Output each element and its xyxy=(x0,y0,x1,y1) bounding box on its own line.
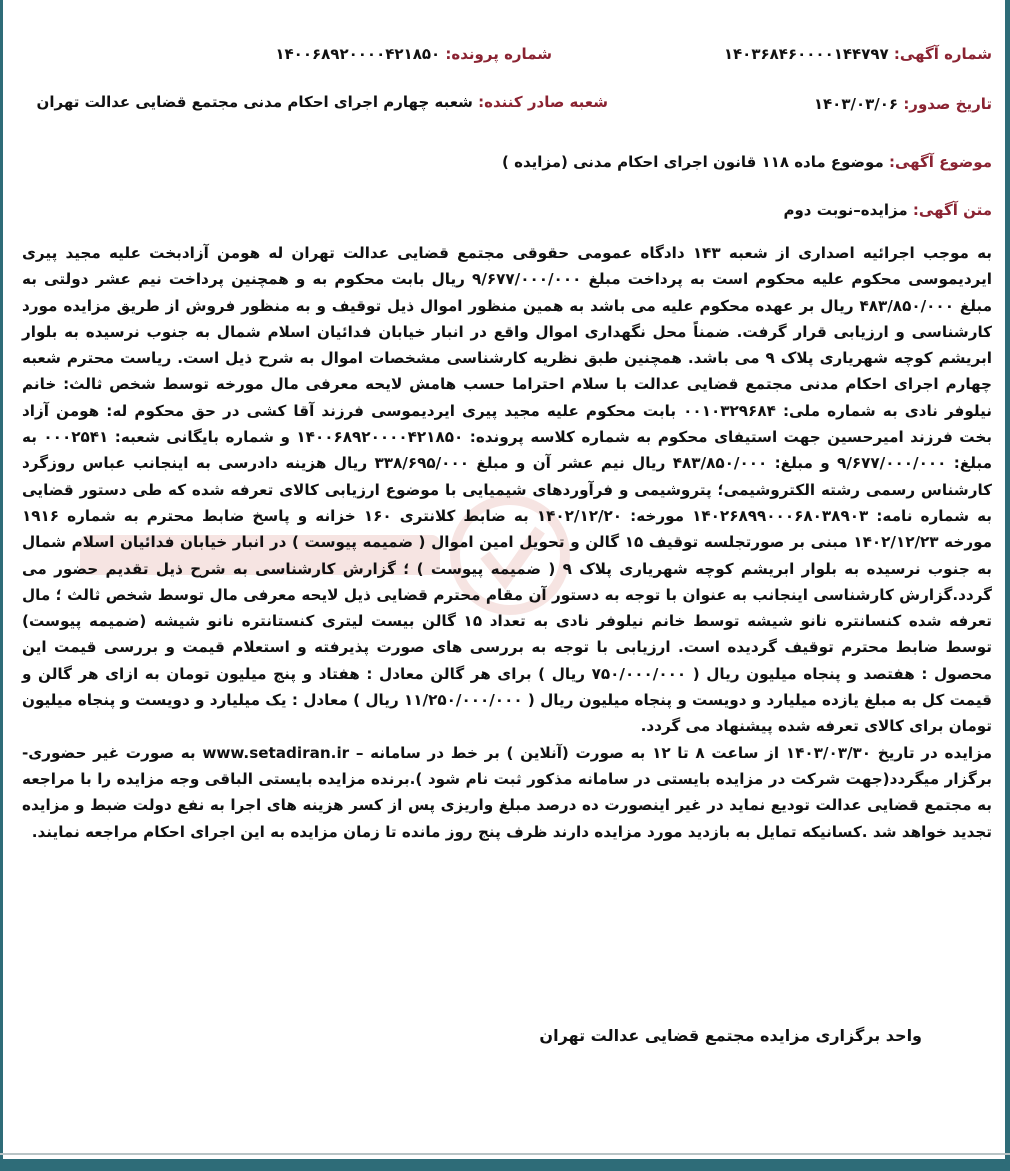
body-title-field xyxy=(783,199,992,221)
notice-body xyxy=(22,240,992,845)
ad-number-label: شماره آگهی: xyxy=(893,45,992,63)
body-paragraph-auction: مزایده در تاریخ ۱۴۰۳/۰۳/۳۰ از ساعت ۸ تا ۱۲ به صورت (آنلاین ) بر خط در سامانه – www.setadiran.ir به صورت غیر حضوری- برگزار میگردد(جهت شرکت در مزایده بایستی در سامانه مذکور ثبت نام شود ).برنده مزایده بایستی الباقی وجه مزایده را با مراجعه به مجتمع قضایی عدالت تودیع نماید در غیر اینصورت ده درصد مبلغ واریزی پس از کسر هزینه های اجرا به نفع دولت ضبط و مزایده تجدید خواهد شد .کسانیکه تمایل به بازدید مورد مزایده دارند ظرف پنج روز مانده تا زمان مزایده به این اجرای احکام مراجعه نمایند. xyxy=(22,743,992,841)
issue-date-value: ۱۴۰۳/۰۳/۰۶ xyxy=(813,95,899,113)
bottom-divider xyxy=(0,1153,1010,1155)
subject-field xyxy=(502,151,992,173)
case-number-field xyxy=(275,43,552,65)
signature-line: واحد برگزاری مزایده مجتمع قضایی عدالت تهران xyxy=(539,1026,922,1045)
case-number-value: ۱۴۰۰۶۸۹۲۰۰۰۰۴۲۱۸۵۰ xyxy=(275,45,441,63)
subject-value: موضوع ماده ۱۱۸ قانون اجرای احکام مدنی (مزایده ) xyxy=(502,153,884,171)
body-title-value: مزایده–نوبت دوم xyxy=(783,201,908,219)
issue-date-label: تاریخ صدور: xyxy=(903,95,992,113)
body-label: متن آگهی: xyxy=(912,201,992,219)
subject-label: موضوع آگهی: xyxy=(888,153,992,171)
case-number-label: شماره پرونده: xyxy=(445,45,552,63)
body-paragraph-main: به موجب اجرائیه اصداری از شعبه ۱۴۳ دادگاه عمومی حقوقی مجتمع قضایی عدالت تهران له هومن آزادبخت علیه مجید پیری ایردیموسی محکوم علیه محکوم است به پرداخت مبلغ ۹/۶۷۷/۰۰۰/۰۰۰ ریال بابت محکوم به و همچنین پرداخت نیم عشر دولتی به مبلغ ۴۸۳/۸۵۰/۰۰۰ ریال بر عهده محکوم علیه می باشد به همین منظور اموال ذیل توقیف و به منظور فروش از طریق مزایده مورد کارشناسی و ارزیابی قرار گرفت. ضمناً محل نگهداری اموال واقع در انبار خیابان فدائیان اسلام شمال به جنوب نرسیده به بلوار ابریشم کوچه شهریاری پلاک ۹ می باشد. همچنین طبق نظریه کارشناسی مشخصات اموال به شرح ذیل است. ریاست محترم شعبه چهارم اجرای احکام مدنی مجتمع قضایی عدالت با سلام احتراما حسب هامش لایحه معرفی مال مورخه توسط شخص ثالث: خانم نیلوفر نادی به شماره ملی: ۰۰۱۰۳۲۹۶۸۴ بابت محکوم علیه مجید پیری ایردیموسی فرزند آقا کشی در حق محکوم له: هومن آزاد بخت فرزند امیرحسین جهت استیفای محکوم به شماره کلاسه پرونده: ۱۴۰۰۶۸۹۲۰۰۰۰۴۲۱۸۵۰ و شماره بایگانی شعبه: ۰۰۰۲۵۴۱ به مبلغ: ۹/۶۷۷/۰۰۰/۰۰۰ و مبلغ: ۴۸۳/۸۵۰/۰۰۰ ریال نیم عشر آن و مبلغ ۳۳۸/۶۹۵/۰۰۰ ریال هزینه دادرسی به اینجانب عباس روزگرد کارشناس رسمی رشته الکتروشیمی؛ پتروشیمی و فرآوردهای شیمیایی با موضوع ارزیابی کالای تعرفه شده که طی دستور قضایی به شماره نامه: ۱۴۰۲۶۸۹۹۰۰۰۶۸۰۳۸۹۰۳ مورخه: ۱۴۰۲/۱۲/۲۰ به ضابط کلانتری ۱۶۰ خزانه و پاسخ ضابط محترم به شماره ۱۹۱۶ مورخه ۱۴۰۲/۱۲/۲۳ مبنی بر صورتجلسه توقیف ۱۵ گالن و تحویل امین اموال ( ضمیمه پیوست ) در انبار خیابان فدائیان اسلام شمال به جنوب نرسیده به بلوار ابریشم کوچه شهریاری پلاک ۹ ( ضمیمه پیوست ) ؛ گزارش کارشناسی به شرح ذیل تقدیم حضور می گردد.گزارش کارشناسی اینجانب به عنوان با توجه به دستور آن مقام محترم قضایی ذیل لایحه معرفی مال توسط شخص ثالث ؛ مال تعرفه شده کنسانتره نانو شیشه توسط خانم نیلوفر نادی به تعداد ۱۵ گالن بیست لیتری کنستانتره نانو شیشه (ضمیمه پیوست) توسط ضابط محترم توقیف گردیده است. ارزیابی با توجه به بررسی های صورت پذیرفته و استعلام قیمت و بررسی قیمت این محصول : هفتصد و پنجاه میلیون ریال ( ۷۵۰/۰۰۰/۰۰۰ ریال ) برای هر گالن معادل : هفتاد و پنج میلیون تومان به ازای هر گالن و قیمت کل به مبلغ یازده میلیارد و دویست و پنجاه میلیون ریال ( ۱۱/۲۵۰/۰۰۰/۰۰۰ ریال ) معادل : یک میلیارد و دویست و پنجاه میلیون تومان برای کالای تعرفه شده پیشنهاد می گردد. xyxy=(21,244,993,736)
ad-number-value: ۱۴۰۳۶۸۴۶۰۰۰۰۱۴۴۷۹۷ xyxy=(723,45,889,63)
issuer-field xyxy=(37,91,608,113)
bottom-frame-bar xyxy=(0,1159,1010,1171)
issuer-value: شعبه چهارم اجرای احکام مدنی مجتمع قضایی عدالت تهران xyxy=(36,93,473,111)
ad-number-field xyxy=(724,43,992,65)
issuer-label: شعبه صادر کننده: xyxy=(478,93,608,111)
issue-date-field xyxy=(814,93,992,115)
